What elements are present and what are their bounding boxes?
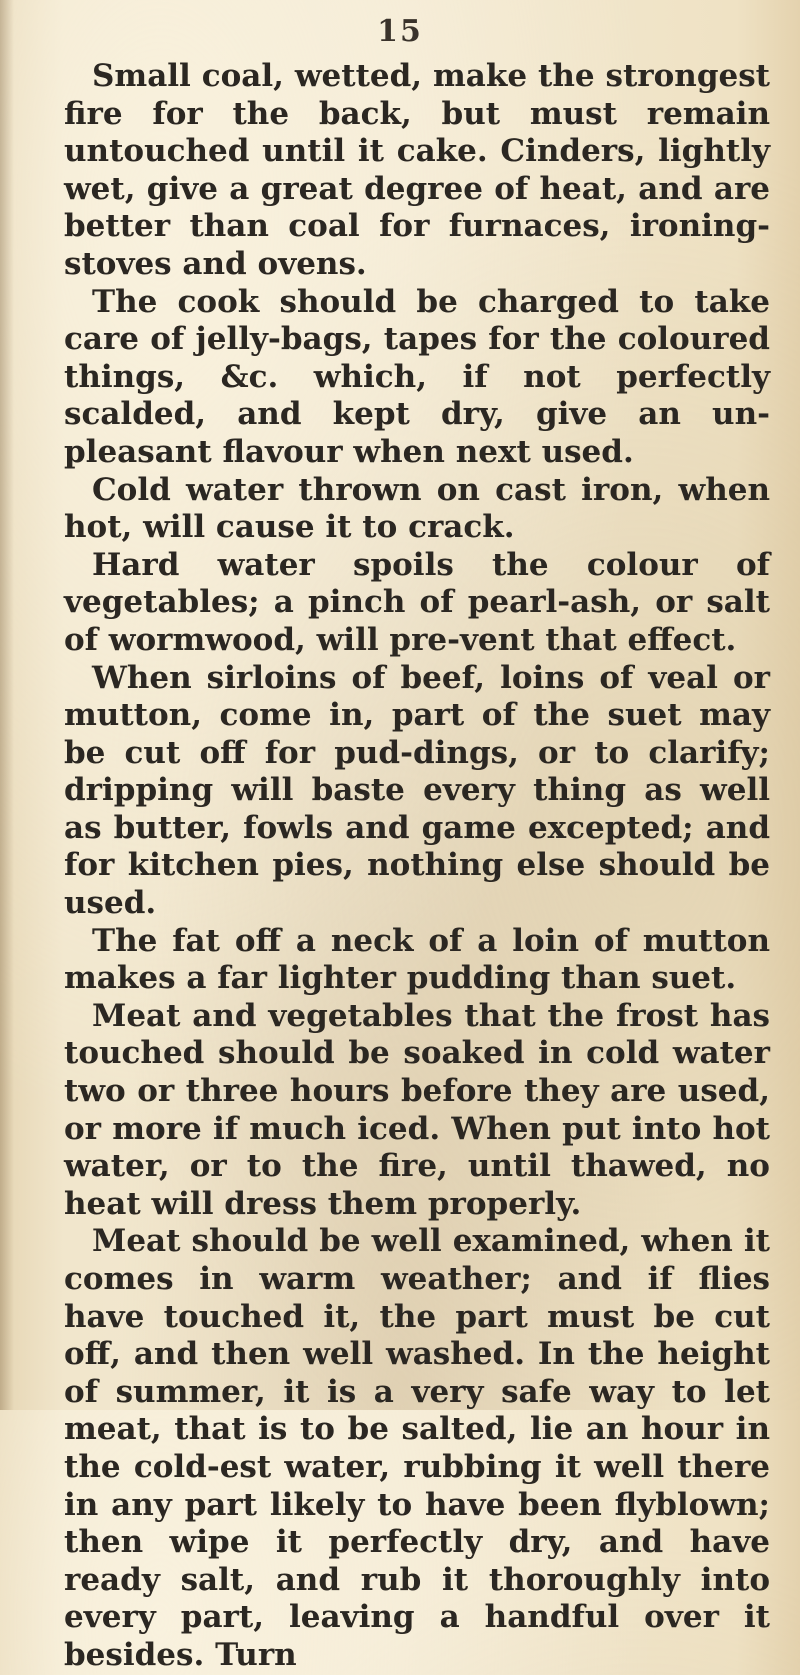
paragraph-cast-iron: Cold water thrown on cast iron, when hot, will cause it to crack. (64, 471, 770, 546)
page-number: 15 (377, 14, 423, 49)
paragraph-meat-examination: Meat should be well examined, when it comes in warm weather; and if flies have touched it, the part must be cut off, and then well washed. In the height of summer, it is a very safe way to let meat, that is to be salted, lie an hour in the cold-est water, rubbing it well there in any part likely to have been flyblown; then wipe it perfectly dry, and have ready salt, and rub it thoroughly into every part, leaving a handful over it besides. Turn (64, 1223, 770, 1673)
paragraph-mutton-fat: The fat off a neck of a loin of mutton makes a far lighter pudding than suet. (64, 922, 770, 997)
page-body (64, 58, 770, 1675)
binding-shadow (0, 0, 14, 1410)
paragraph-small-coal: Small coal, wetted, make the strongest fire for the back, but must remain untouched until it cake. Cinders, lightly wet, give a great degree of heat, and are better than coal for furnaces, ironing-stoves and ovens. (64, 58, 770, 282)
paragraph-suet: When sirloins of beef, loins of veal or mutton, come in, part of the suet may be cut off for pud-dings, or to clarify; dripping will baste every thing as well as butter, fowls and game excepted; and for kitchen pies, nothing else should be used. (64, 659, 770, 922)
paragraph-hard-water: Hard water spoils the colour of vegetables; a pinch of pearl-ash, or salt of wormwood, will pre-vent that effect. (64, 546, 770, 658)
paragraph-jelly-bags: The cook should be charged to take care of jelly-bags, tapes for the coloured things, &c. which, if not perfectly scalded, and kept dry, give an un-pleasant flavour when next used. (64, 283, 770, 470)
paragraph-frost: Meat and vegetables that the frost has touched should be soaked in cold water two or three hours before they are used, or more if much iced. When put into hot water, or to the fire, until thawed, no heat will dress them properly. (64, 997, 770, 1222)
